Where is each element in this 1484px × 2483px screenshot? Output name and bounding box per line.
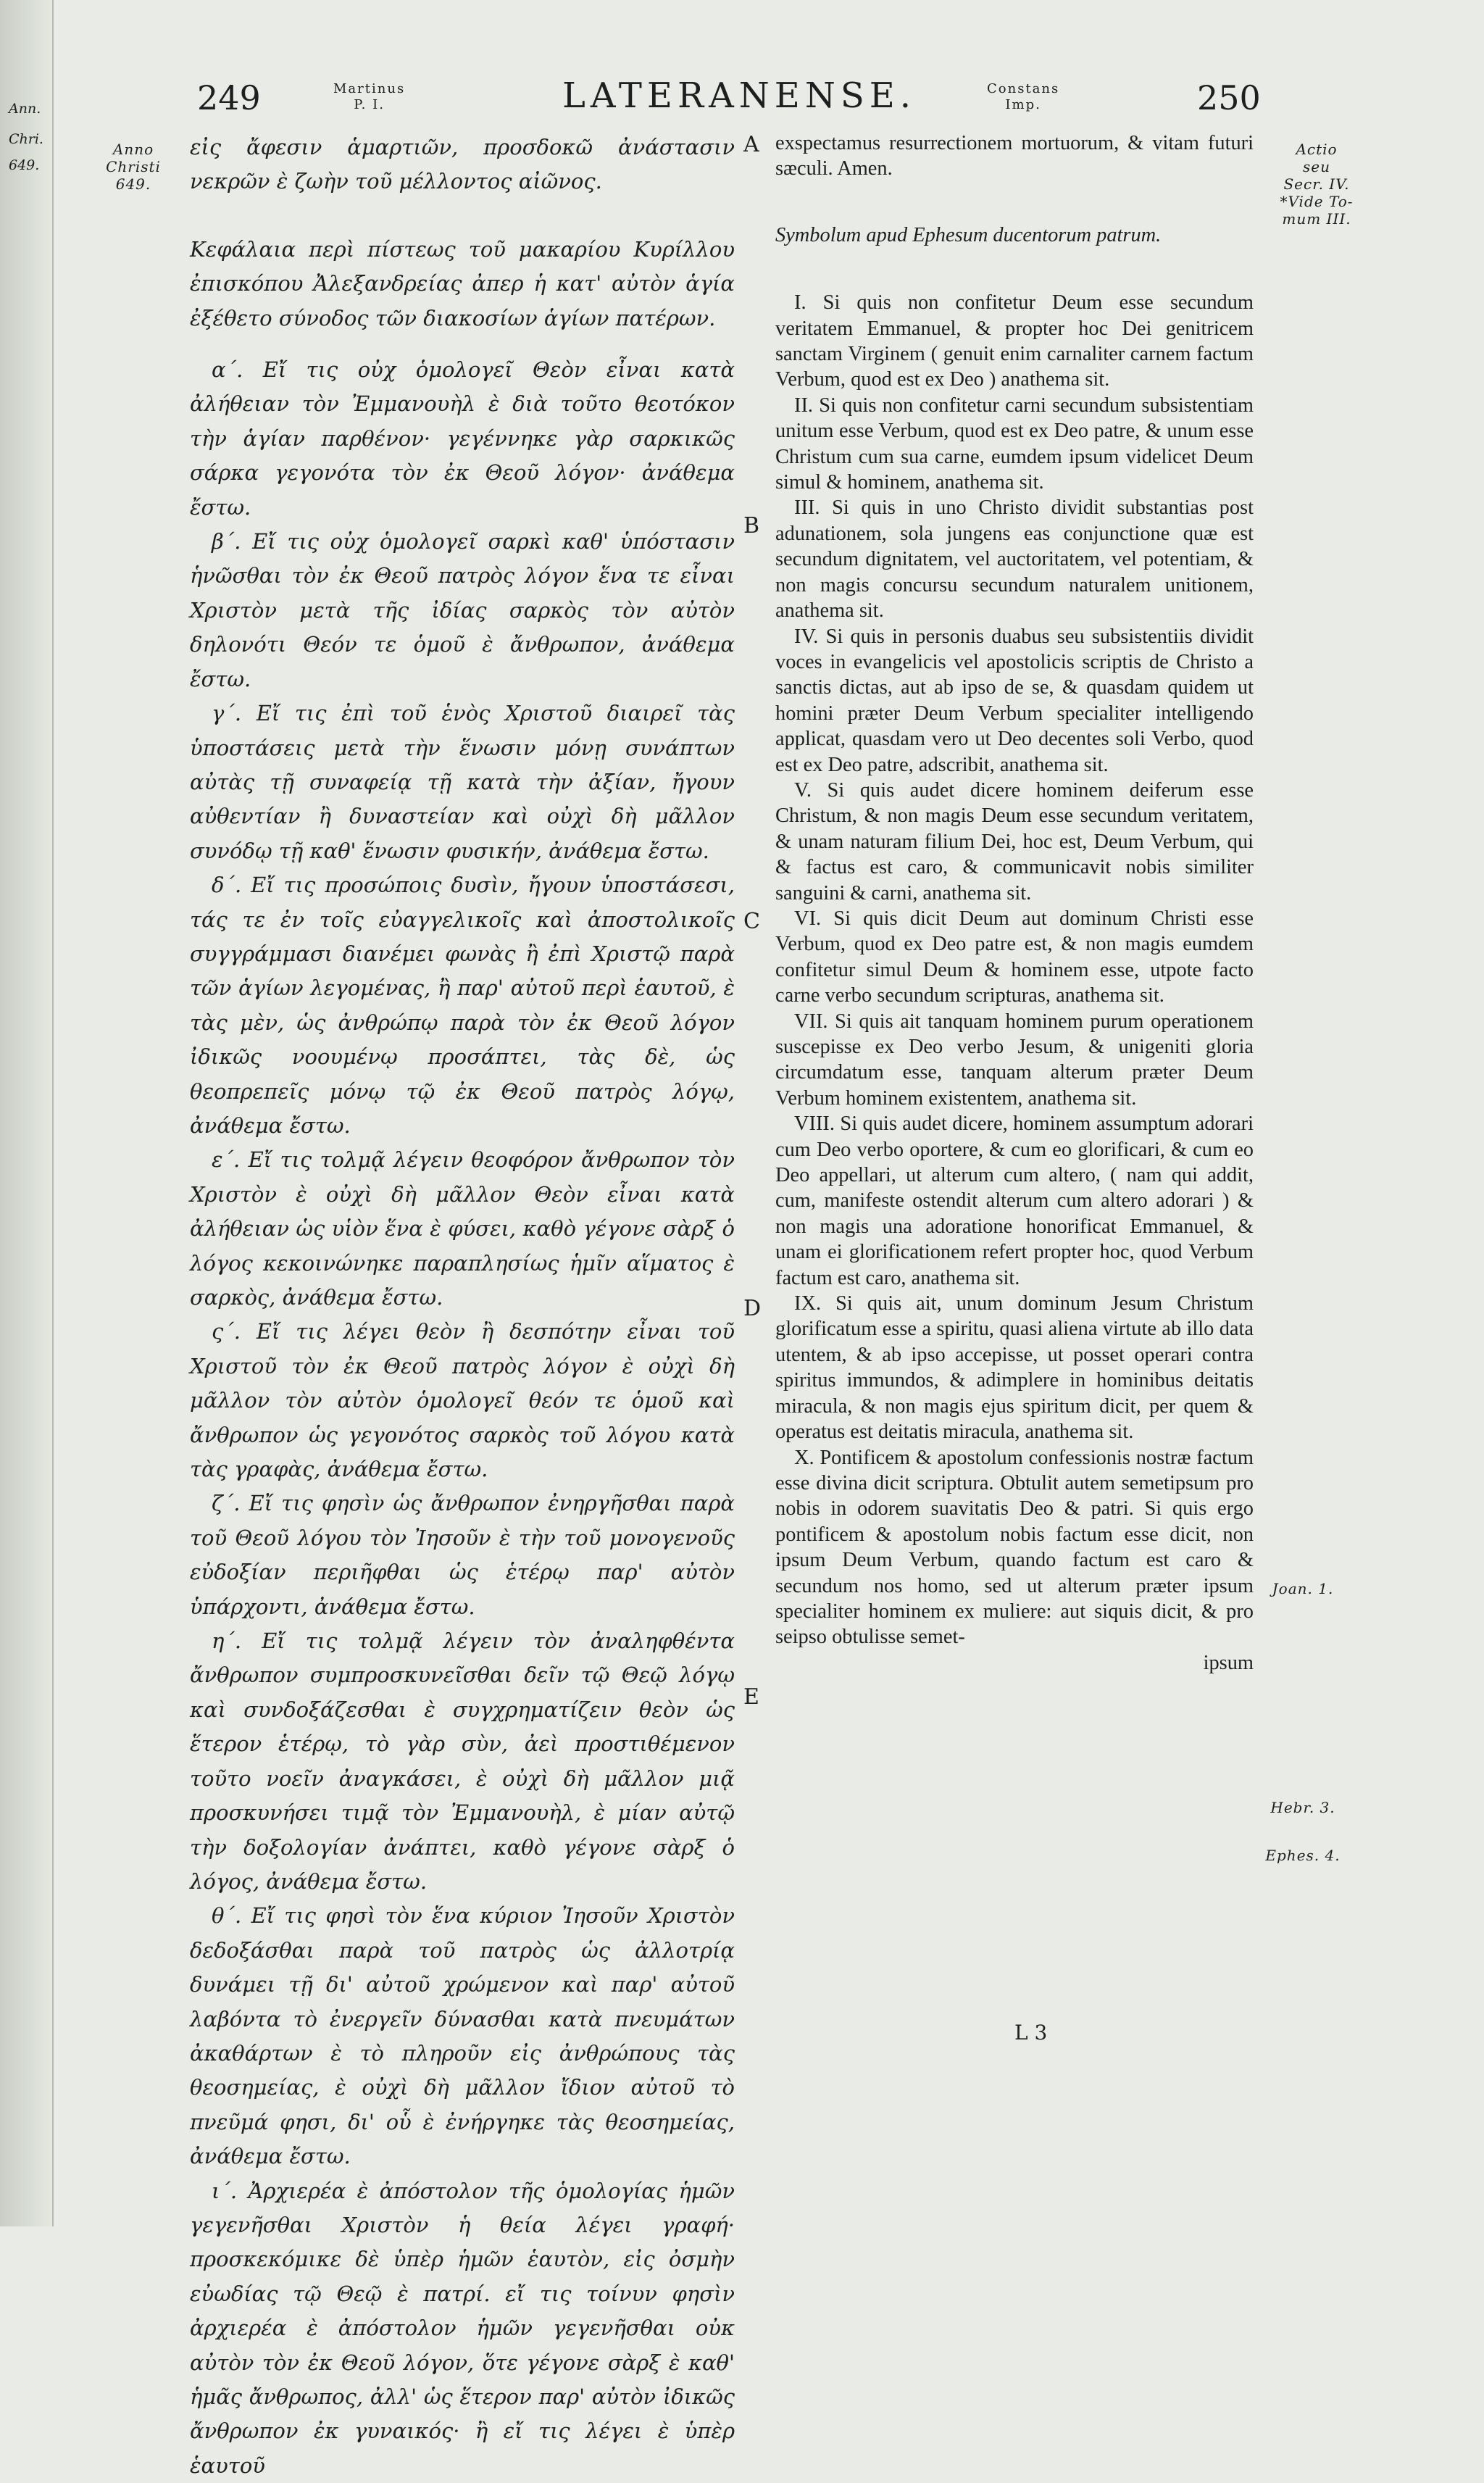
right-running-subhead bbox=[987, 81, 1059, 113]
greek-canon: η΄. Εἴ τις τολμᾷ λέγειν τὸν ἀναληφθέντα ἄνθρωπον συμπροσκυνεῖσθαι δεῖν τῷ Θεῷ λόγῳ καὶ συνδοξάζεσθαι ὲ συγχρηματίζειν θεὸν ὡς ἕτερον ἑτέρῳ, τὸ γὰρ σὺν, ἀεὶ προστιθέμενον τοῦτο νοεῖν ἀναγκάσει, ὲ οὐχὶ δὴ μᾶλλον μιᾷ προσκυνήσει τιμᾷ τὸν Ἐμμανουὴλ, ὲ μίαν αὐτῷ τὴν δοξολογίαν ἀνάπτει, καθὸ γέγονε σὰρξ ὁ λόγος, ἀνάθεμα ἔστω. bbox=[190, 1629, 735, 1894]
latin-canon: II. Si quis non confitetur carni secundum subsistentiam unitum esse Verbum, quod est ex Deo patre, & unum esse Christum cum sua carne, eumdem ipsum videlicet Deum simul & hominem, anathema sit. bbox=[775, 394, 1254, 494]
section-letter-d: D bbox=[743, 1296, 762, 1321]
greek-canon: ι΄. Ἀρχιερέα ὲ ἀπόστολον τῆς ὁμολογίας ἡμῶν γεγενῆσθαι Χριστὸν ἡ θεία λέγει γραφή· προσκεκόμικε δὲ ὑπὲρ ἡμῶν ἑαυτὸν, εἰς ὀσμὴν εὐωδίας τῷ Θεῷ ὲ πατρί. εἴ τις τοίνυν φησὶν ἀρχιερέα ὲ ἀπόστολον ἡμῶν γεγενῆσθαι οὐκ αὐτὸν τὸν ἐκ Θεοῦ λόγον, ὅτε γέγονε σὰρξ ὲ καθ' ἡμᾶς ἄνθρωπος, ἀλλ' ὡς ἕτερον παρ' αὐτὸν ἰδικῶς ἄνθρωπον ἐκ γυναικός· ἢ εἴ τις λέγει ὲ ὑπὲρ ἑαυτοῦ bbox=[190, 2178, 735, 2478]
greek-opening: εἰς ἄφεσιν ἁμαρτιῶν, προσδοκῶ ἀνάστασιν νεκρῶν ὲ ζωὴν τοῦ μέλλοντος αἰῶνος. bbox=[190, 135, 735, 194]
running-title: LATERANENSE. bbox=[562, 75, 916, 116]
latin-canon: IV. Si quis in personis duabus seu subsistentiis dividit voces in evangelicis vel apostolicis scriptis de Christo a sanctis dictas, aut ab ipso de se, & quasdam quidem ut homini præter Deum Verbum specialiter intelligendo applicat, quasdam vero ut Deo decentes soli Verbo, quod est ex Deo patre, adscribit, anathema sit. bbox=[775, 625, 1254, 776]
greek-canon: α΄. Εἴ τις οὐχ ὁμολογεῖ Θεὸν εἶναι κατὰ ἀλήθειαν τὸν Ἐμμανουὴλ ὲ διὰ τοῦτο θεοτόκον τὴν ἁγίαν παρθένον· γεγέννηκε γὰρ σαρκικῶς σάρκα γεγονότα τὸν ἐκ Θεοῦ λόγον· ἀνάθεμα ἔστω. bbox=[190, 357, 735, 520]
margin-note-line: Secr. IV. bbox=[1283, 175, 1350, 193]
margin-ref-ephes: Ephes. 4. bbox=[1265, 1847, 1341, 1864]
right-page-number: 250 bbox=[1197, 78, 1261, 117]
greek-canon: ς΄. Εἴ τις λέγει θεὸν ἢ δεσπότην εἶναι τοῦ Χριστοῦ τὸν ἐκ Θεοῦ πατρὸς λόγον ὲ οὐχὶ δὴ μᾶλλον τὸν αὐτὸν ὁμολογεῖ θεόν τε ὁμοῦ καὶ ἄνθρωπον ὡς γεγονότος σαρκὸς τοῦ λόγου κατὰ τὰς γραφὰς, ἀνάθεμα ἔστω. bbox=[190, 1319, 735, 1482]
margin-note-line: 649. bbox=[115, 175, 151, 193]
greek-canon: ζ΄. Εἴ τις φησὶν ὡς ἄνθρωπον ἐνηργῆσθαι παρὰ τοῦ Θεοῦ λόγου τὸν Ἰησοῦν ὲ τὴν τοῦ μονογενοῦς εὐδοξίαν περιῆφθαι ὡς ἑτέρῳ παρ' αὐτὸν ὑπάρχοντι, ἀνάθεμα ἔστω. bbox=[190, 1491, 735, 1619]
margin-note-line: Actio bbox=[1296, 141, 1338, 158]
subhead-line: P. I. bbox=[354, 97, 385, 112]
signature-mark: L 3 bbox=[1014, 2021, 1048, 2045]
latin-canon: VIII. Si quis audet dicere, hominem assumptum adorari cum Deo verbo oportere, & cum eo glorificari, & cum eo Deo appellari, ut alterum cum altero, ( nam qui addit, cum, manifeste ostendit alterum cum altero adorari ) & non magis una adoratione honorificat Emmanuel, & unam ei glorificationem refert propter hoc, quod Verbum factum est caro, anathema sit. bbox=[775, 1112, 1254, 1289]
latin-canon: III. Si quis in uno Christo dividit substantias post adunationem, sola jungens eas conjunctione quæ est secundum dignitatem, vel auctoritatem, vel potentiam, & non magis concursu secundum naturalem unitionem, anathema sit. bbox=[775, 496, 1254, 623]
latin-text-column bbox=[775, 130, 1254, 1676]
greek-heading: Κεφάλαια περὶ πίστεως τοῦ μακαρίου Κυρίλλου ἐπισκόπου Ἀλεξανδρείας ἀπερ ἡ κατ' αὐτὸν ἁγία ἐξέθετο σύνοδος τῶν διακοσίων ἁγίων πατέρων. bbox=[190, 236, 735, 330]
latin-canon: VII. Si quis ait tanquam hominem purum operationem suscepisse ex Deo verbo Jesum, & unigeniti gloria circumdatum esse, tanquam alterum præter Deum Verbum hominem existentem, anathema sit. bbox=[775, 1010, 1254, 1110]
catchword: ipsum bbox=[1203, 1651, 1254, 1674]
margin-note-line: Christi bbox=[106, 158, 161, 175]
latin-canon: IX. Si quis ait, unum dominum Jesum Christum glorificatum esse a spiritu, quasi aliena virtute ab illo data utentem, & ab ipso accepisse, ut posset operari contra spiritus immundos, & adimplere in hominibus deitatis miracula, & non magis ejus spiritum dicit, per quem & operatus est deitatis miracula, anathema sit. bbox=[775, 1292, 1254, 1444]
gutter-note-line: 649. bbox=[9, 157, 40, 173]
gutter-note-line: Chri. bbox=[9, 131, 43, 147]
subhead-line: Imp. bbox=[1005, 97, 1041, 112]
margin-note-line: *Vide To- bbox=[1280, 193, 1354, 210]
greek-canon: γ΄. Εἴ τις ἐπὶ τοῦ ἑνὸς Χριστοῦ διαιρεῖ τὰς ὑποστάσεις μετὰ τὴν ἕνωσιν μόνῃ συνάπτων αὐτὰς τῇ συναφείᾳ τῇ κατὰ τὴν ἀξίαν, ἤγουν αὐθεντίαν ἢ δυναστείαν καὶ οὐχὶ δὴ μᾶλλον συνόδῳ τῇ καθ' ἕνωσιν φυσικήν, ἀνάθεμα ἔστω. bbox=[190, 701, 735, 863]
left-running-subhead bbox=[333, 81, 405, 113]
greek-canon: ε΄. Εἴ τις τολμᾷ λέγειν θεοφόρον ἄνθρωπον τὸν Χριστὸν ὲ οὐχὶ δὴ μᾶλλον Θεὸν εἶναι κατὰ ἀλήθειαν ὡς υἱὸν ἕνα ὲ φύσει, καθὸ γέγονε σὰρξ ὁ λόγος κεκοινώνηκε παραπλησίως ἡμῖν αἵματος ὲ σαρκὸς, ἀνάθεμα ἔστω. bbox=[190, 1147, 735, 1310]
greek-canon: δ΄. Εἴ τις προσώποις δυσὶν, ἤγουν ὑποστάσεσι, τάς τε ἐν τοῖς εὐαγγελικοῖς καὶ ἀποστολικοῖς συγγράμμασι διανέμει φωνὰς ἢ ἐπὶ Χριστῷ παρὰ τῶν ἁγίων λεγομένας, ἢ παρ' αὐτοῦ περὶ ἑαυτοῦ, ὲ τὰς μὲν, ὡς ἀνθρώπῳ παρὰ τὸν ἐκ Θεοῦ λόγον ἰδικῶς νοουμένῳ προσάπτει, τὰς δὲ, ὡς θεοπρεπεῖς μόνῳ τῷ ἐκ Θεοῦ πατρὸς λόγῳ, ἀνάθεμα ἔστω. bbox=[190, 873, 735, 1138]
latin-canon: VI. Si quis dicit Deum aut dominum Christi esse Verbum, quod ex Deo patre est, & non magis eumdem confitetur simul Deum & hominem esse, utpote facto carne verbo secundum scripturas, anathema sit. bbox=[775, 907, 1254, 1007]
binding-gutter bbox=[0, 0, 54, 2226]
greek-canon: β΄. Εἴ τις οὐχ ὁμολογεῖ σαρκὶ καθ' ὑπόστασιν ἡνῶσθαι τὸν ἐκ Θεοῦ πατρὸς λόγον ἕνα τε εἶναι Χριστὸν μετὰ τῆς ἰδίας σαρκὸς τὸν αὐτὸν δηλονότι Θεόν τε ὁμοῦ ὲ ἄνθρωπον, ἀνάθεμα ἔστω. bbox=[190, 529, 735, 691]
greek-canon: θ΄. Εἴ τις φησὶ τὸν ἕνα κύριον Ἰησοῦν Χριστὸν δεδοξάσθαι παρὰ τοῦ πατρὸς ὡς ἀλλοτρίᾳ δυνάμει τῇ δι' αὐτοῦ χρώμενον καὶ παρ' αὐτοῦ λαβόντα τὸ ἐνεργεῖν δύνασθαι κατὰ πνευμάτων ἀκαθάρτων ὲ τὸ πληροῦν εἰς ἀνθρώπους τὰς θεοσημείας, ὲ οὐχὶ δὴ μᾶλλον ἴδιον αὐτοῦ τὸ πνεῦμά φησι, δι' οὗ ὲ ἐνήργηκε τὰς θεοσημείας, ἀνάθεμα ἔστω. bbox=[190, 1903, 735, 2169]
margin-note-line: seu bbox=[1303, 158, 1330, 175]
gutter-note-line: Ann. bbox=[9, 101, 41, 117]
margin-note-line: mum III. bbox=[1282, 210, 1351, 228]
latin-canon: V. Si quis audet dicere hominem deiferum esse Christum, & non magis Deum esse secundum veritatem, & unam naturam filium Dei, hoc est, Deum Verbum, qui & factus est caro, & communicavit nobis similiter sanguini & carni, anathema sit. bbox=[775, 778, 1254, 904]
greek-text-column bbox=[190, 130, 735, 2483]
right-margin-note bbox=[1270, 141, 1364, 228]
subhead-line: Martinus bbox=[333, 81, 406, 96]
left-page-number: 249 bbox=[197, 78, 261, 117]
margin-ref-joan: Joan. 1. bbox=[1272, 1580, 1334, 1597]
section-letter-c: C bbox=[743, 909, 760, 934]
left-margin-note bbox=[86, 141, 181, 193]
subhead-line: Constans bbox=[987, 81, 1060, 96]
latin-opening: exspectamus resurrectionem mortuorum, & vitam futuri sæculi. Amen. bbox=[775, 132, 1254, 180]
section-letter-b: B bbox=[743, 513, 760, 538]
latin-canon: I. Si quis non confitetur Deum esse secundum veritatem Emmanuel, & propter hoc Dei genitricem sanctam Virginem ( genuit enim carnaliter carnem factum Verbum, quod est ex Deo ) anathema sit. bbox=[775, 291, 1254, 391]
latin-canon: X. Pontificem & apostolum confessionis nostræ factum esse divina dicit scriptura. Obtulit autem semetipsum pro nobis in odorem suavitatis Deo & patri. Si quis ergo pontificem & apostolum nobis factum esse dicit, non ipsum Deum Verbum, quando factum est caro & secundum nos homo, sed ut alterum præter ipsum specialiter hominem ex muliere: aut siquis dicit, & pro seipso obtulisse semet- bbox=[775, 1446, 1254, 1649]
section-letter-a: A bbox=[743, 132, 759, 157]
margin-note-line: Anno bbox=[112, 141, 154, 158]
latin-heading: Symbolum apud Ephesum ducentorum patrum. bbox=[775, 223, 1162, 246]
section-letter-e: E bbox=[743, 1684, 759, 1710]
margin-ref-hebr: Hebr. 3. bbox=[1270, 1799, 1335, 1816]
